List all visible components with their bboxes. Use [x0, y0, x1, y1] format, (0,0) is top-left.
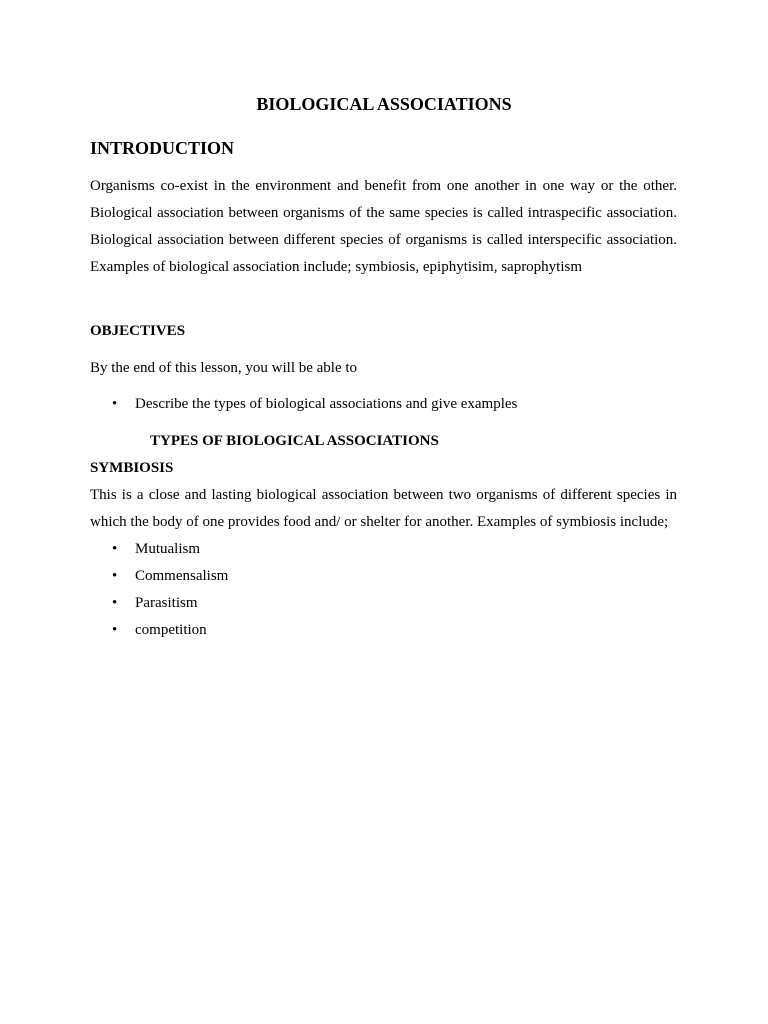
symbiosis-paragraph: This is a close and lasting biological association between two organisms of different species in which the body of one provides food and/ or shelter for another. Examples of symbiosis include;: [90, 487, 677, 530]
list-item-text: Parasitism: [135, 595, 198, 611]
introduction-paragraph: Organisms co-exist in the environment and benefit from one another in one way or the other. Biological association between organisms of the same species is called intraspecific association. Biological association between different species of organisms is called interspecific association. Examples of biological association include; symbiosis, epiphytisim, saprophytism: [90, 178, 677, 275]
bullet-icon: •: [112, 541, 118, 557]
symbiosis-examples-list: [90, 539, 228, 647]
list-item-text: Commensalism: [135, 568, 229, 584]
bullet-icon: •: [112, 622, 118, 638]
list-item: [90, 394, 517, 421]
objectives-list: [90, 394, 517, 421]
bullet-icon: •: [112, 595, 118, 611]
list-item-text: competition: [135, 622, 207, 638]
list-item: [90, 620, 228, 647]
types-heading: TYPES OF BIOLOGICAL ASSOCIATIONS: [150, 433, 439, 449]
list-item: [90, 593, 228, 620]
document-title: BIOLOGICAL ASSOCIATIONS: [256, 94, 512, 114]
introduction-heading: INTRODUCTION: [90, 138, 235, 158]
list-item-text: Describe the types of biological associations and give examples: [135, 396, 518, 412]
list-item: [90, 566, 228, 593]
bullet-icon: •: [112, 396, 118, 412]
list-item-text: Mutualism: [135, 541, 201, 557]
bullet-icon: •: [112, 568, 118, 584]
symbiosis-heading: SYMBIOSIS: [90, 460, 174, 476]
list-item: [90, 539, 228, 566]
objectives-lead-text: By the end of this lesson, you will be able to: [90, 360, 358, 376]
objectives-heading: OBJECTIVES: [90, 323, 186, 339]
